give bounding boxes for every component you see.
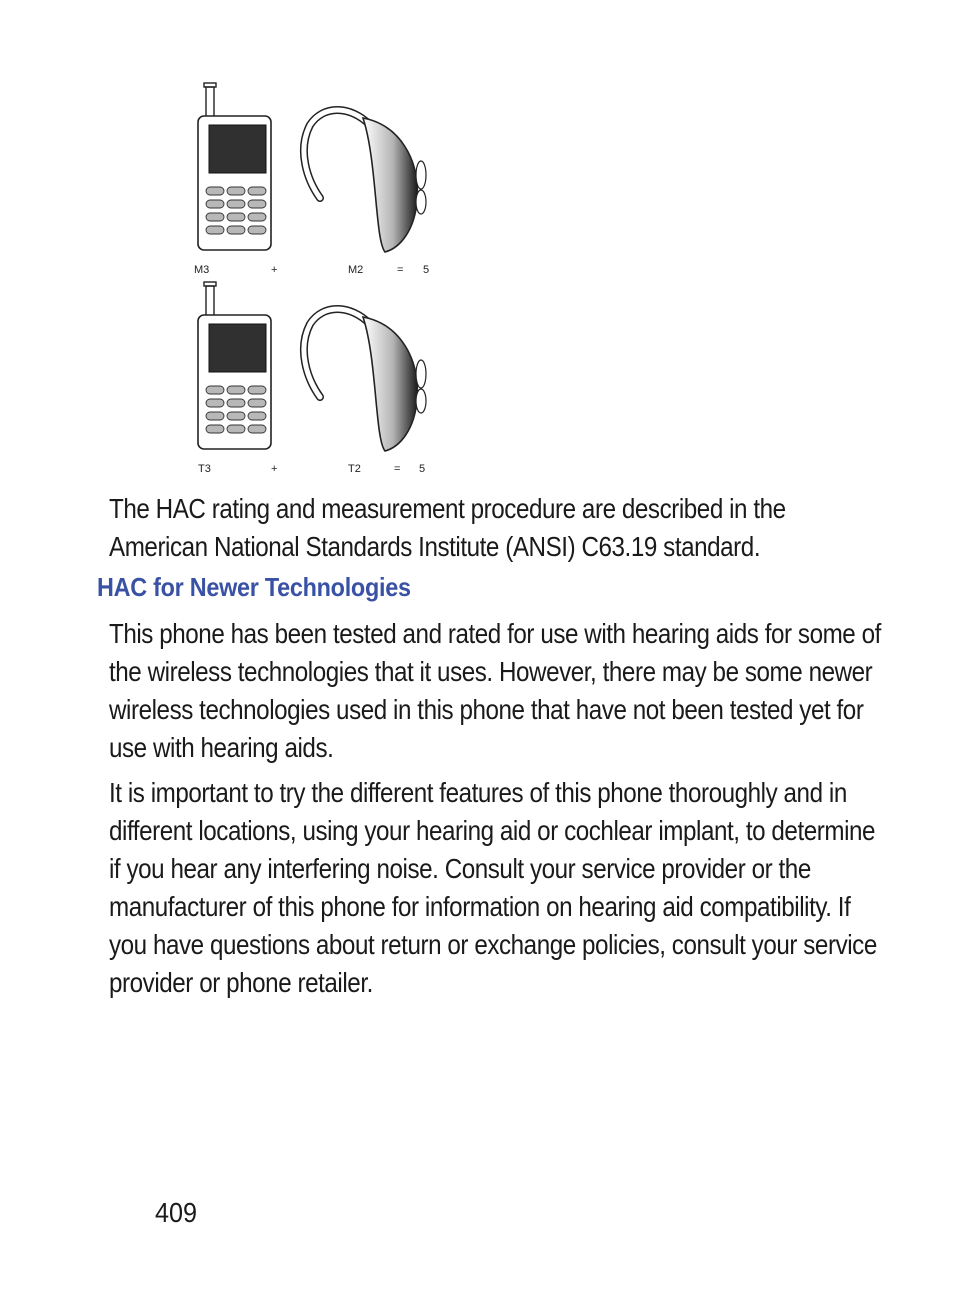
page-number: 409 [155, 1197, 198, 1228]
hearing-aid-icon [304, 110, 426, 252]
paragraph-try-features: It is important to try the different features of this phone thoroughly and in different locations, using your hearing aid or cochlear implant, to determine if you hear any interfering noise. Consult your service provider or the manufacturer of this phone for information on hearing aid compatibility. If you have questions about return or exchange policies, consult your service provider or phone retailer. [109, 777, 877, 998]
phone-icon [198, 83, 271, 250]
paragraph-newer-technologies: This phone has been tested and rated for use with hearing aids for some of the wireless technologies that it uses. However, there may be some newer wireless technologies used in this phone that have not been tested yet for use with hearing aids. [109, 618, 881, 763]
phone-rating-label: T3 [198, 463, 211, 475]
section-heading: HAC for Newer Technologies [97, 572, 411, 602]
intro-paragraph: The HAC rating and measurement procedure are described in the American National Standards Institute (ANSI) C63.19 standard. [109, 493, 786, 562]
hearing-aid-rating-label: M2 [348, 264, 364, 276]
hearing-aid-rating-label: T2 [348, 463, 361, 475]
plus-sign: + [271, 264, 278, 276]
hac-illustration [185, 80, 445, 480]
plus-sign: + [271, 463, 278, 475]
phone-icon [198, 282, 271, 449]
hac-rating-figure [185, 80, 445, 480]
combined-rating-value: 5 [423, 264, 430, 276]
combined-rating-value: 5 [419, 463, 426, 475]
equals-sign: = [394, 463, 401, 475]
phone-rating-label: M3 [194, 264, 210, 276]
equals-sign: = [397, 264, 404, 276]
hearing-aid-icon [304, 309, 426, 451]
